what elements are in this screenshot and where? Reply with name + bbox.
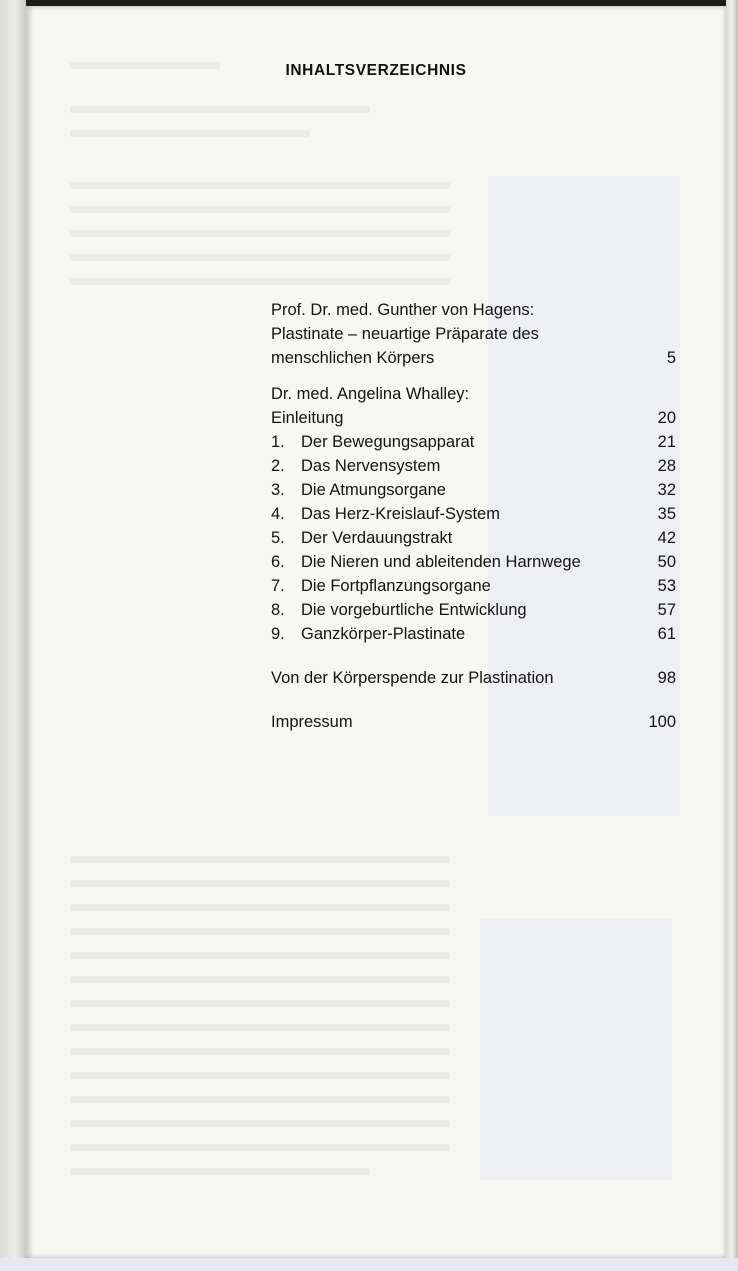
show-through-image-lower: [480, 918, 672, 1180]
show-through-text: [70, 278, 450, 285]
toc-entry: [271, 574, 676, 598]
toc-entry: [271, 406, 676, 430]
toc-entry: [271, 666, 676, 690]
show-through-text: [70, 1168, 370, 1175]
spacer: [271, 370, 676, 382]
toc-entry-title: menschlichen Körpers: [271, 349, 435, 367]
toc-page-number: 35: [657, 505, 676, 523]
toc-page-number: 42: [657, 529, 676, 547]
chapter-title: Ganzkörper-Plastinate: [301, 625, 466, 643]
toc-entry-title: Plastinate – neuartige Präparate des: [271, 325, 539, 343]
show-through-text: [70, 1120, 450, 1127]
chapter-number: 3.: [271, 481, 285, 499]
show-through-text: [70, 928, 450, 935]
show-through-text: [70, 254, 450, 261]
chapter-number: 2.: [271, 457, 285, 475]
toc-page-number: 50: [657, 553, 676, 571]
show-through-text: [70, 1024, 450, 1031]
show-through-text: [70, 1144, 450, 1151]
chapter-number: 4.: [271, 505, 285, 523]
show-through-text: [70, 1072, 450, 1079]
show-through-text: [70, 1048, 450, 1055]
toc-entry-title: Von der Körperspende zur Plastination: [271, 669, 554, 687]
show-through-text: [70, 976, 450, 983]
toc-entry: [271, 346, 676, 370]
chapter-title: Der Bewegungsapparat: [301, 433, 475, 451]
show-through-text: [70, 952, 450, 959]
chapter-title: Die vorgeburtliche Entwicklung: [301, 601, 527, 619]
toc-entry: [271, 502, 676, 526]
toc-author: Dr. med. Angelina Whalley:: [271, 385, 470, 403]
toc-entry: [271, 622, 676, 646]
chapter-title: Der Verdauungstrakt: [301, 529, 453, 547]
toc-page-number: 100: [648, 713, 676, 731]
scan-frame-bottom: [0, 1258, 738, 1271]
toc-page-number: 5: [666, 349, 676, 367]
chapter-title: Die Fortpflanzungsorgane: [301, 577, 491, 595]
show-through-text: [70, 880, 450, 887]
toc-entry: [271, 550, 676, 574]
chapter-title: Die Nieren und ableitenden Harnwege: [301, 553, 581, 571]
show-through-text: [70, 106, 370, 113]
toc-page-number: 21: [657, 433, 676, 451]
chapter-number: 8.: [271, 601, 285, 619]
page-right-edge: [726, 0, 738, 1271]
toc-page-number: 20: [657, 409, 676, 427]
show-through-text: [70, 130, 310, 137]
toc-page-number: 53: [657, 577, 676, 595]
toc-entry: [271, 454, 676, 478]
toc-entry: [271, 430, 676, 454]
table-of-contents: [271, 298, 676, 734]
show-through-text: [70, 1096, 450, 1103]
toc-page-number: 57: [657, 601, 676, 619]
toc-entry-title: Einleitung: [271, 409, 344, 427]
chapter-number: 5.: [271, 529, 285, 547]
spacer: [271, 646, 676, 666]
chapter-title: Das Herz-Kreislauf-System: [301, 505, 500, 523]
toc-page-number: 32: [657, 481, 676, 499]
show-through-text: [70, 856, 450, 863]
toc-entry: [271, 598, 676, 622]
chapter-number: 9.: [271, 625, 285, 643]
toc-entry: [271, 478, 676, 502]
toc-entry-title: Impressum: [271, 713, 353, 731]
toc-page-number: 28: [657, 457, 676, 475]
toc-entry: [271, 526, 676, 550]
show-through-text: [70, 904, 450, 911]
toc-page-number: 61: [657, 625, 676, 643]
show-through-text: [70, 206, 450, 213]
chapter-number: 1.: [271, 433, 285, 451]
toc-author: Prof. Dr. med. Gunther von Hagens:: [271, 301, 535, 319]
chapter-title: Das Nervensystem: [301, 457, 441, 475]
chapter-number: 7.: [271, 577, 285, 595]
chapter-number: 6.: [271, 553, 285, 571]
chapter-title: Die Atmungsorgane: [301, 481, 446, 499]
toc-page-number: 98: [657, 669, 676, 687]
toc-entry: [271, 710, 676, 734]
page-title: INHALTSVERZEICHNIS: [285, 62, 467, 79]
show-through-text: [70, 1000, 450, 1007]
facing-page-edge: [0, 0, 26, 1271]
show-through-text: [70, 182, 450, 189]
spacer: [271, 690, 676, 710]
show-through-text: [70, 230, 450, 237]
book-page: [26, 6, 726, 1258]
